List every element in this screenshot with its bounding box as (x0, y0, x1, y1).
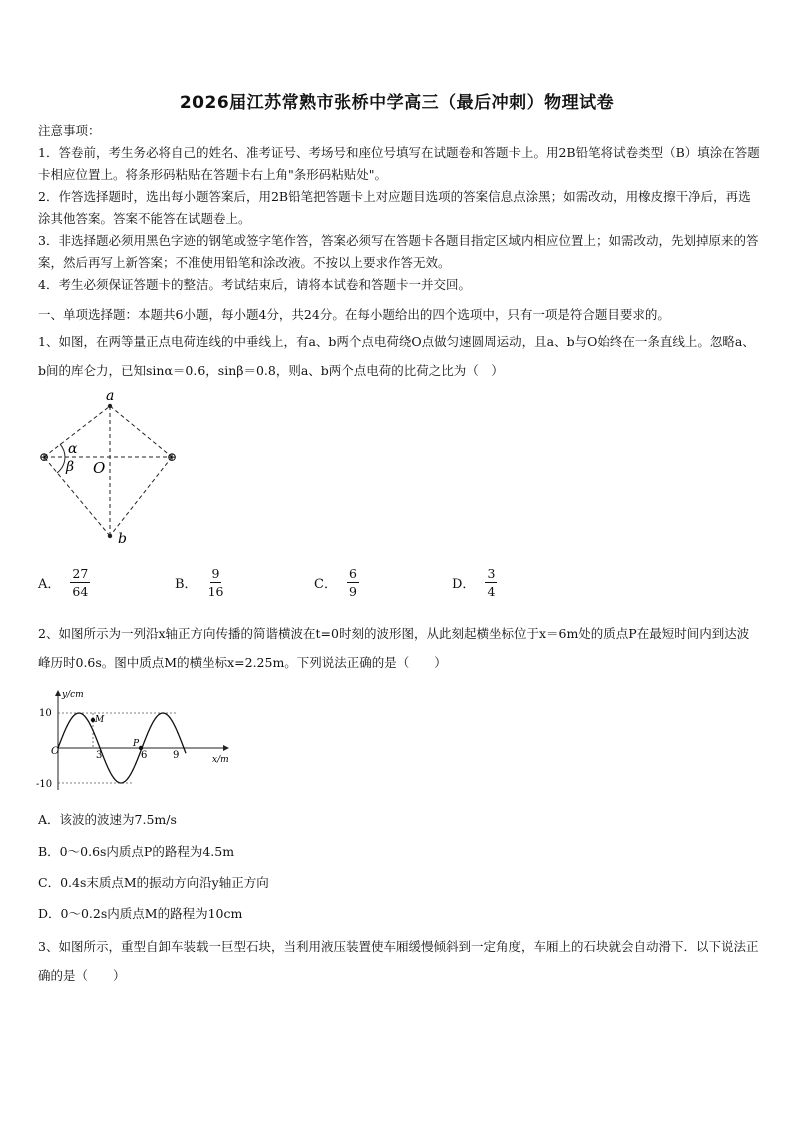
notice-item: 4．考生必须保证答题卡的整洁。考试结束后，请将本试卷和答题卡一并交回。 (38, 277, 471, 292)
q2-option-c[interactable]: C．0.4s末质点M的振动方向沿y轴正方向 (38, 875, 269, 890)
fraction: $\frac{3}{4}$ (487, 566, 496, 599)
q1-option-b[interactable]: B． $\frac{9}{16}$ (175, 566, 224, 599)
notice-item: 2．作答选择题时，选出每小题答案后，用2B铅笔把答题卡上对应题目选项的答案信息点涂黑；如需改动，用橡皮擦干净后，再选涂其他答案。答案不能答在试题卷上。 (38, 189, 751, 226)
tick-x-9: 9 (173, 750, 180, 761)
q1-option-a[interactable]: A． $\frac{27}{64}$ (38, 566, 89, 599)
page-title: 2026届江苏常熟市张桥中学高三（最后冲刺）物理试卷 (179, 93, 615, 113)
q1-option-c[interactable]: C． $\frac{6}{9}$ (314, 566, 357, 599)
q1-figure (30, 386, 200, 551)
label-alpha: α (68, 441, 78, 457)
angle-arc-beta (57, 457, 65, 473)
tick-y-10: 10 (39, 708, 52, 719)
angle-arc-alpha (60, 444, 65, 457)
point-a (108, 404, 112, 408)
question-1-stem: 1、如图，在两等量正点电荷连线的中垂线上，有a、b两个点电荷绕O点做匀速圆周运动，且a、b与O始终在一条直线上。忽略a、b间的库仑力，已知sinα＝0.6，sinβ＝0.8，则a、b两个点电荷的比荷之比为（ ） (38, 334, 755, 378)
charge-left: ⊕ (38, 450, 50, 464)
q2-option-d[interactable]: D．0～0.2s内质点M的路程为10cm (38, 906, 243, 921)
fraction: $\frac{9}{16}$ (207, 566, 224, 599)
origin-label: O (51, 746, 60, 757)
tick-x-3: 3 (96, 750, 103, 761)
label-b: b (118, 531, 127, 547)
y-axis-label: y/cm (62, 690, 84, 700)
q2-wave-graph (36, 686, 236, 796)
point-b (108, 534, 112, 538)
section-heading: 一、单项选择题：本题共6小题，每小题4分，共24分。在每小题给出的四个选项中，只有一项是符合题目要求的。 (38, 307, 670, 322)
notice-block (38, 120, 760, 296)
notice-item: 3．非选择题必须用黑色字迹的钢笔或签字笔作答，答案必须写在答题卡各题目指定区域内相应位置上；如需改动，先划掉原来的答案，然后再写上新答案；不准使用铅笔和涂改液。不按以上要求作答无效。 (38, 233, 759, 270)
question-3-stem: 3、如图所示，重型自卸车装载一巨型石块，当利用液压装置使车厢缓慢倾斜到一定角度，车厢上的石块就会自动滑下．以下说法正确的是（ ） (38, 939, 759, 983)
notice-item: 1．答卷前，考生务必将自己的姓名、准考证号、考场号和座位号填写在试题卷和答题卡上。用2B铅笔将试卷类型（B）填涂在答题卡相应位置上。将条形码粘贴在答题卡右上角"条形码粘贴处"。 (38, 145, 760, 182)
tick-x-6: 6 (141, 750, 148, 761)
q1-option-d[interactable]: D． $\frac{3}{4}$ (452, 566, 496, 599)
label-a: a (106, 388, 115, 404)
label-O: O (93, 459, 106, 477)
label-M: M (95, 715, 105, 725)
q1-options (38, 566, 760, 610)
line-right-to-b (110, 457, 172, 536)
label-P: P (133, 739, 140, 749)
x-axis-label: x/m (212, 755, 229, 765)
charge-right: ⊕ (166, 450, 178, 464)
notice-heading: 注意事项： (38, 123, 101, 138)
q2-option-a[interactable]: A．该波的波速为7.5m/s (38, 812, 177, 827)
question-2-stem: 2、如图所示为一列沿x轴正方向传播的简谐横波在t=0时刻的波形图，从此刻起横坐标位于x＝6m处的质点P在最短时间内到达波峰历时0.6s。图中质点M的横坐标x=2.25m。下列说法正确的是（ ） (38, 626, 750, 670)
tick-y-neg10: -10 (36, 779, 53, 790)
q2-option-b[interactable]: B．0～0.6s内质点P的路程为4.5m (38, 844, 235, 859)
fraction: $\frac{6}{9}$ (348, 566, 357, 599)
fraction: $\frac{27}{64}$ (72, 566, 89, 599)
line-a-to-right (110, 406, 172, 457)
label-beta: β (66, 459, 75, 475)
